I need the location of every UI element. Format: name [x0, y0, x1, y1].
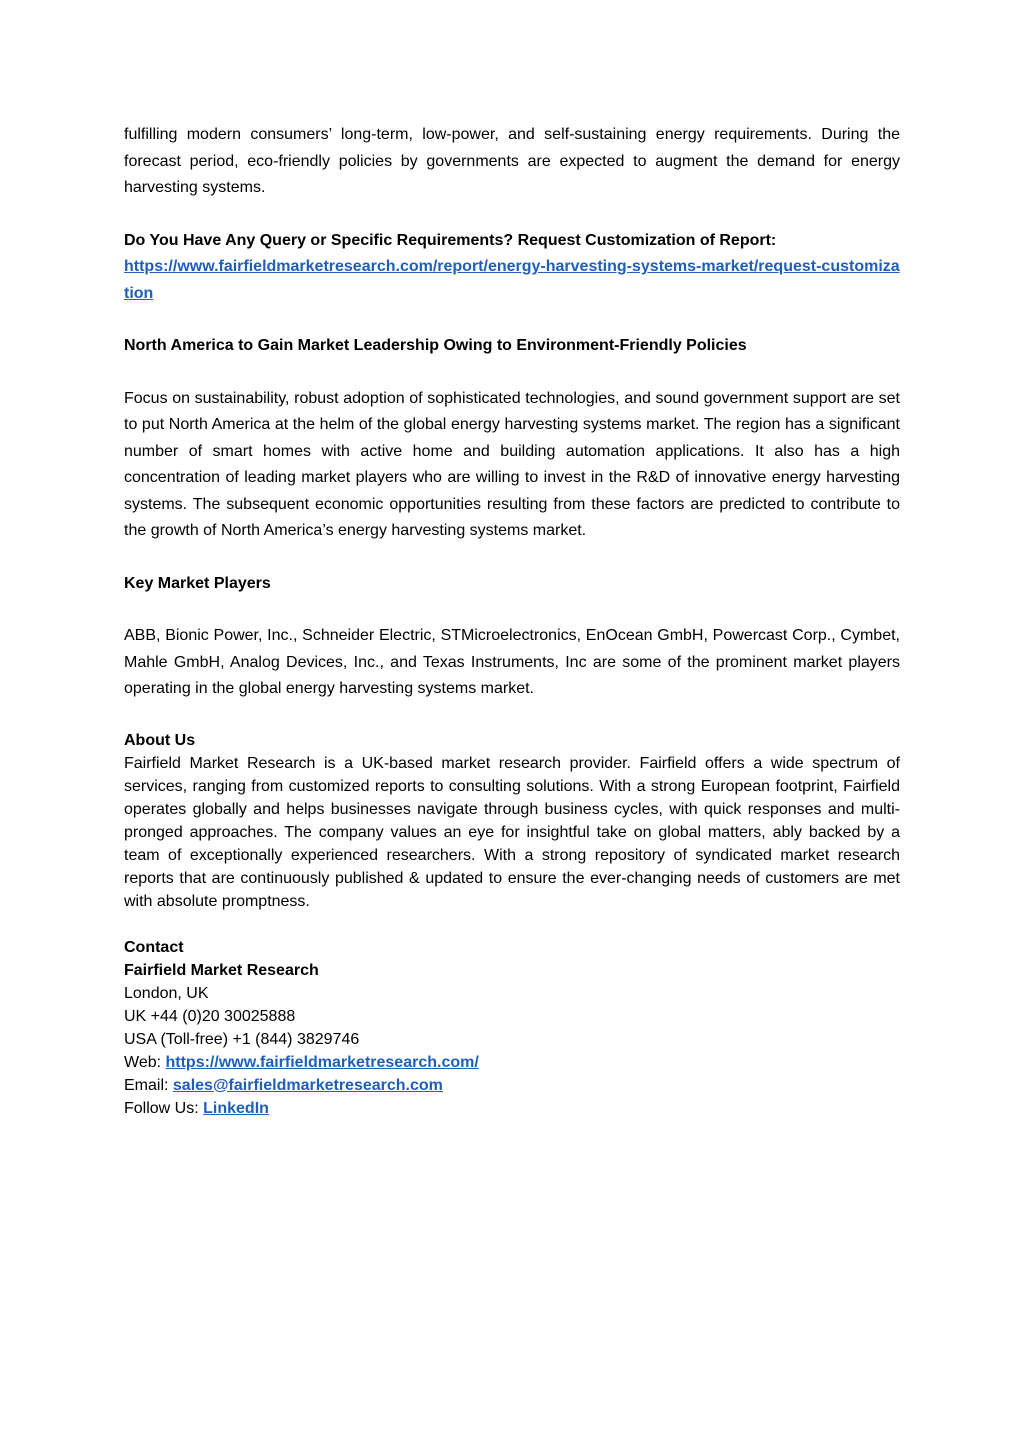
north-america-heading: North America to Gain Market Leadership Owing to Environment-Friendly Policies	[124, 337, 747, 354]
key-players-paragraph: ABB, Bionic Power, Inc., Schneider Electric, STMicroelectronics, EnOcean GmbH, Powercast Corp., Cymbet, Mahle GmbH, Analog Devices, Inc., and Texas Instruments, Inc are some of the prominent market players operating in the global energy harvesting systems market.	[124, 627, 900, 697]
email-label: Email:	[124, 1076, 173, 1094]
follow-label: Follow Us:	[124, 1099, 204, 1117]
about-paragraph: Fairfield Market Research is a UK-based market research provider. Fairfield offers a wide spectrum of services, ranging from customized reports to consulting solutions. With a strong European footprint, Fairfield operates globally and helps businesses navigate through business cycles, with quick responses and multi-pronged approaches. The company values an eye for insightful take on global matters, ably backed by a team of exceptionally experienced researchers. With a strong repository of syndicated market research reports that are continuously published & updated to ensure the ever-changing needs of customers are met with absolute promptness.	[124, 754, 900, 910]
contact-follow	[124, 1097, 900, 1120]
customization-link-block	[124, 254, 900, 307]
contact-uk-phone: UK +44 (0)20 30025888	[124, 1007, 296, 1025]
about-heading: About Us	[124, 731, 196, 749]
contact-heading: Contact	[124, 938, 184, 956]
key-players-heading: Key Market Players	[124, 574, 271, 592]
document-body	[124, 122, 900, 1120]
contact-company: Fairfield Market Research	[124, 961, 319, 979]
customization-heading: Do You Have Any Query or Specific Requirements? Request Customization of Report:	[124, 231, 777, 249]
north-america-paragraph: Focus on sustainability, robust adoption of sophisticated technologies, and sound government support are set to put North America at the helm of the global energy harvesting systems market. The region has a significant number of smart homes with active home and building automation applications. It also has a high concentration of leading market players who are willing to invest in the R&D of innovative energy harvesting systems. The subsequent economic opportunities resulting from these factors are predicted to contribute to the growth of North America’s energy harvesting systems market.	[124, 389, 900, 539]
contact-email	[124, 1074, 900, 1097]
web-link[interactable]: https://www.fairfieldmarketresearch.com/	[165, 1053, 479, 1071]
section-spacer	[124, 913, 900, 936]
intro-paragraph: fulfilling modern consumers’ long-term, low-power, and self-sustaining energy requirements. During the forecast period, eco-friendly policies by governments are expected to augment the demand for energy harvesting systems.	[124, 126, 900, 196]
web-label: Web:	[124, 1053, 166, 1071]
linkedin-link[interactable]: LinkedIn	[203, 1099, 269, 1117]
contact-usa-phone: USA (Toll-free) +1 (844) 3829746	[124, 1030, 360, 1048]
customization-link[interactable]: https://www.fairfieldmarketresearch.com/report/energy-harvesting-systems-market/request-customization	[124, 258, 900, 302]
contact-location: London, UK	[124, 984, 209, 1002]
email-link[interactable]: sales@fairfieldmarketresearch.com	[172, 1076, 443, 1094]
contact-web	[124, 1051, 900, 1074]
